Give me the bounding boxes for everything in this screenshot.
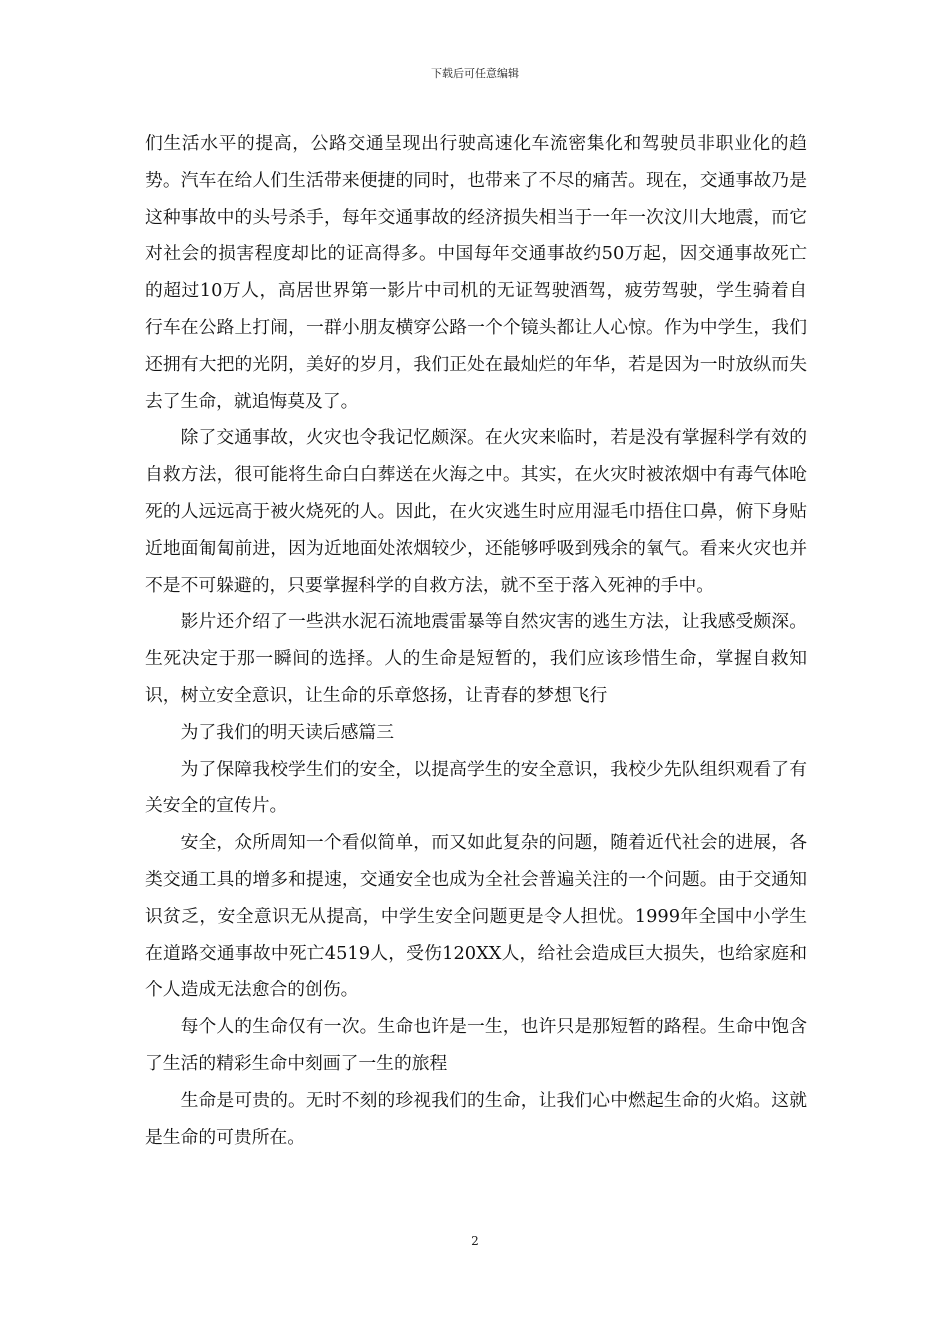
paragraph-7: 生命是可贵的。无时不刻的珍视我们的生命，让我们心中燃起生命的火焰。这就是生命的可贵所在。: [145, 1089, 807, 1148]
paragraph-6: 每个人的生命仅有一次。生命也许是一生，也许只是那短暂的路程。生命中饱含了生活的精彩生命中刻画了一生的旅程: [145, 1016, 807, 1074]
paragraph-5: 安全，众所周知一个看似简单，而又如此复杂的问题，随着近代社会的进展，各类交通工具的增多和提速，交通安全也成为全社会普遍关注的一个问题。由于交通知识贫乏，安全意识无从提高，中学生安全问题更是令人担忧。1999年全国中小学生在道路交通事故中死亡4519人，受伤120XX人，给社会造成巨大损失，也给家庭和个人造成无法愈合的创伤。: [145, 832, 807, 1001]
page-header: 下载后可任意编辑: [431, 67, 519, 80]
paragraph-2: 除了交通事故，火灾也令我记忆颇深。在火灾来临时，若是没有掌握科学有效的自救方法，很可能将生命白白葬送在火海之中。其实，在火灾时被浓烟中有毒气体呛死的人远远高于被火烧死的人。因此，在火灾逃生时应用湿毛巾捂住口鼻，俯下身贴近地面匍匐前进，因为近地面处浓烟较少，还能够呼吸到残余的氧气。看来火灾也并不是不可躲避的，只要掌握科学的自救方法，就不至于落入死神的手中。: [145, 427, 807, 596]
paragraph-3: 影片还介绍了一些洪水泥石流地震雷暴等自然灾害的逃生方法，让我感受颇深。生死决定于那一瞬间的选择。人的生命是短暂的，我们应该珍惜生命，掌握自救知识，树立安全意识，让生命的乐章悠扬，让青春的梦想飞行: [145, 611, 807, 706]
page-number: 2: [471, 1234, 479, 1248]
paragraph-1: 们生活水平的提高，公路交通呈现出行驶高速化车流密集化和驾驶员非职业化的趋势。汽车在给人们生活带来便捷的同时，也带来了不尽的痛苦。现在，交通事故乃是这种事故中的头号杀手，每年交通事故的经济损失相当于一年一次汶川大地震，而它对社会的损害程度却比的证高得多。中国每年交通事故约50万起，因交通事故死亡的超过10万人，高居世界第一影片中司机的无证驾驶酒驾，疲劳驾驶，学生骑着自行车在公路上打闹，一群小朋友横穿公路一个个镜头都让人心惊。作为中学生，我们还拥有大把的光阴，美好的岁月，我们正处在最灿烂的年华，若是因为一时放纵而失去了生命，就追悔莫及了。: [145, 133, 807, 412]
document-body: [145, 126, 807, 1156]
section-heading: 为了我们的明天读后感篇三: [180, 721, 394, 743]
paragraph-4: 为了保障我校学生们的安全，以提高学生的安全意识，我校少先队组织观看了有关安全的宣传片。: [145, 758, 807, 817]
